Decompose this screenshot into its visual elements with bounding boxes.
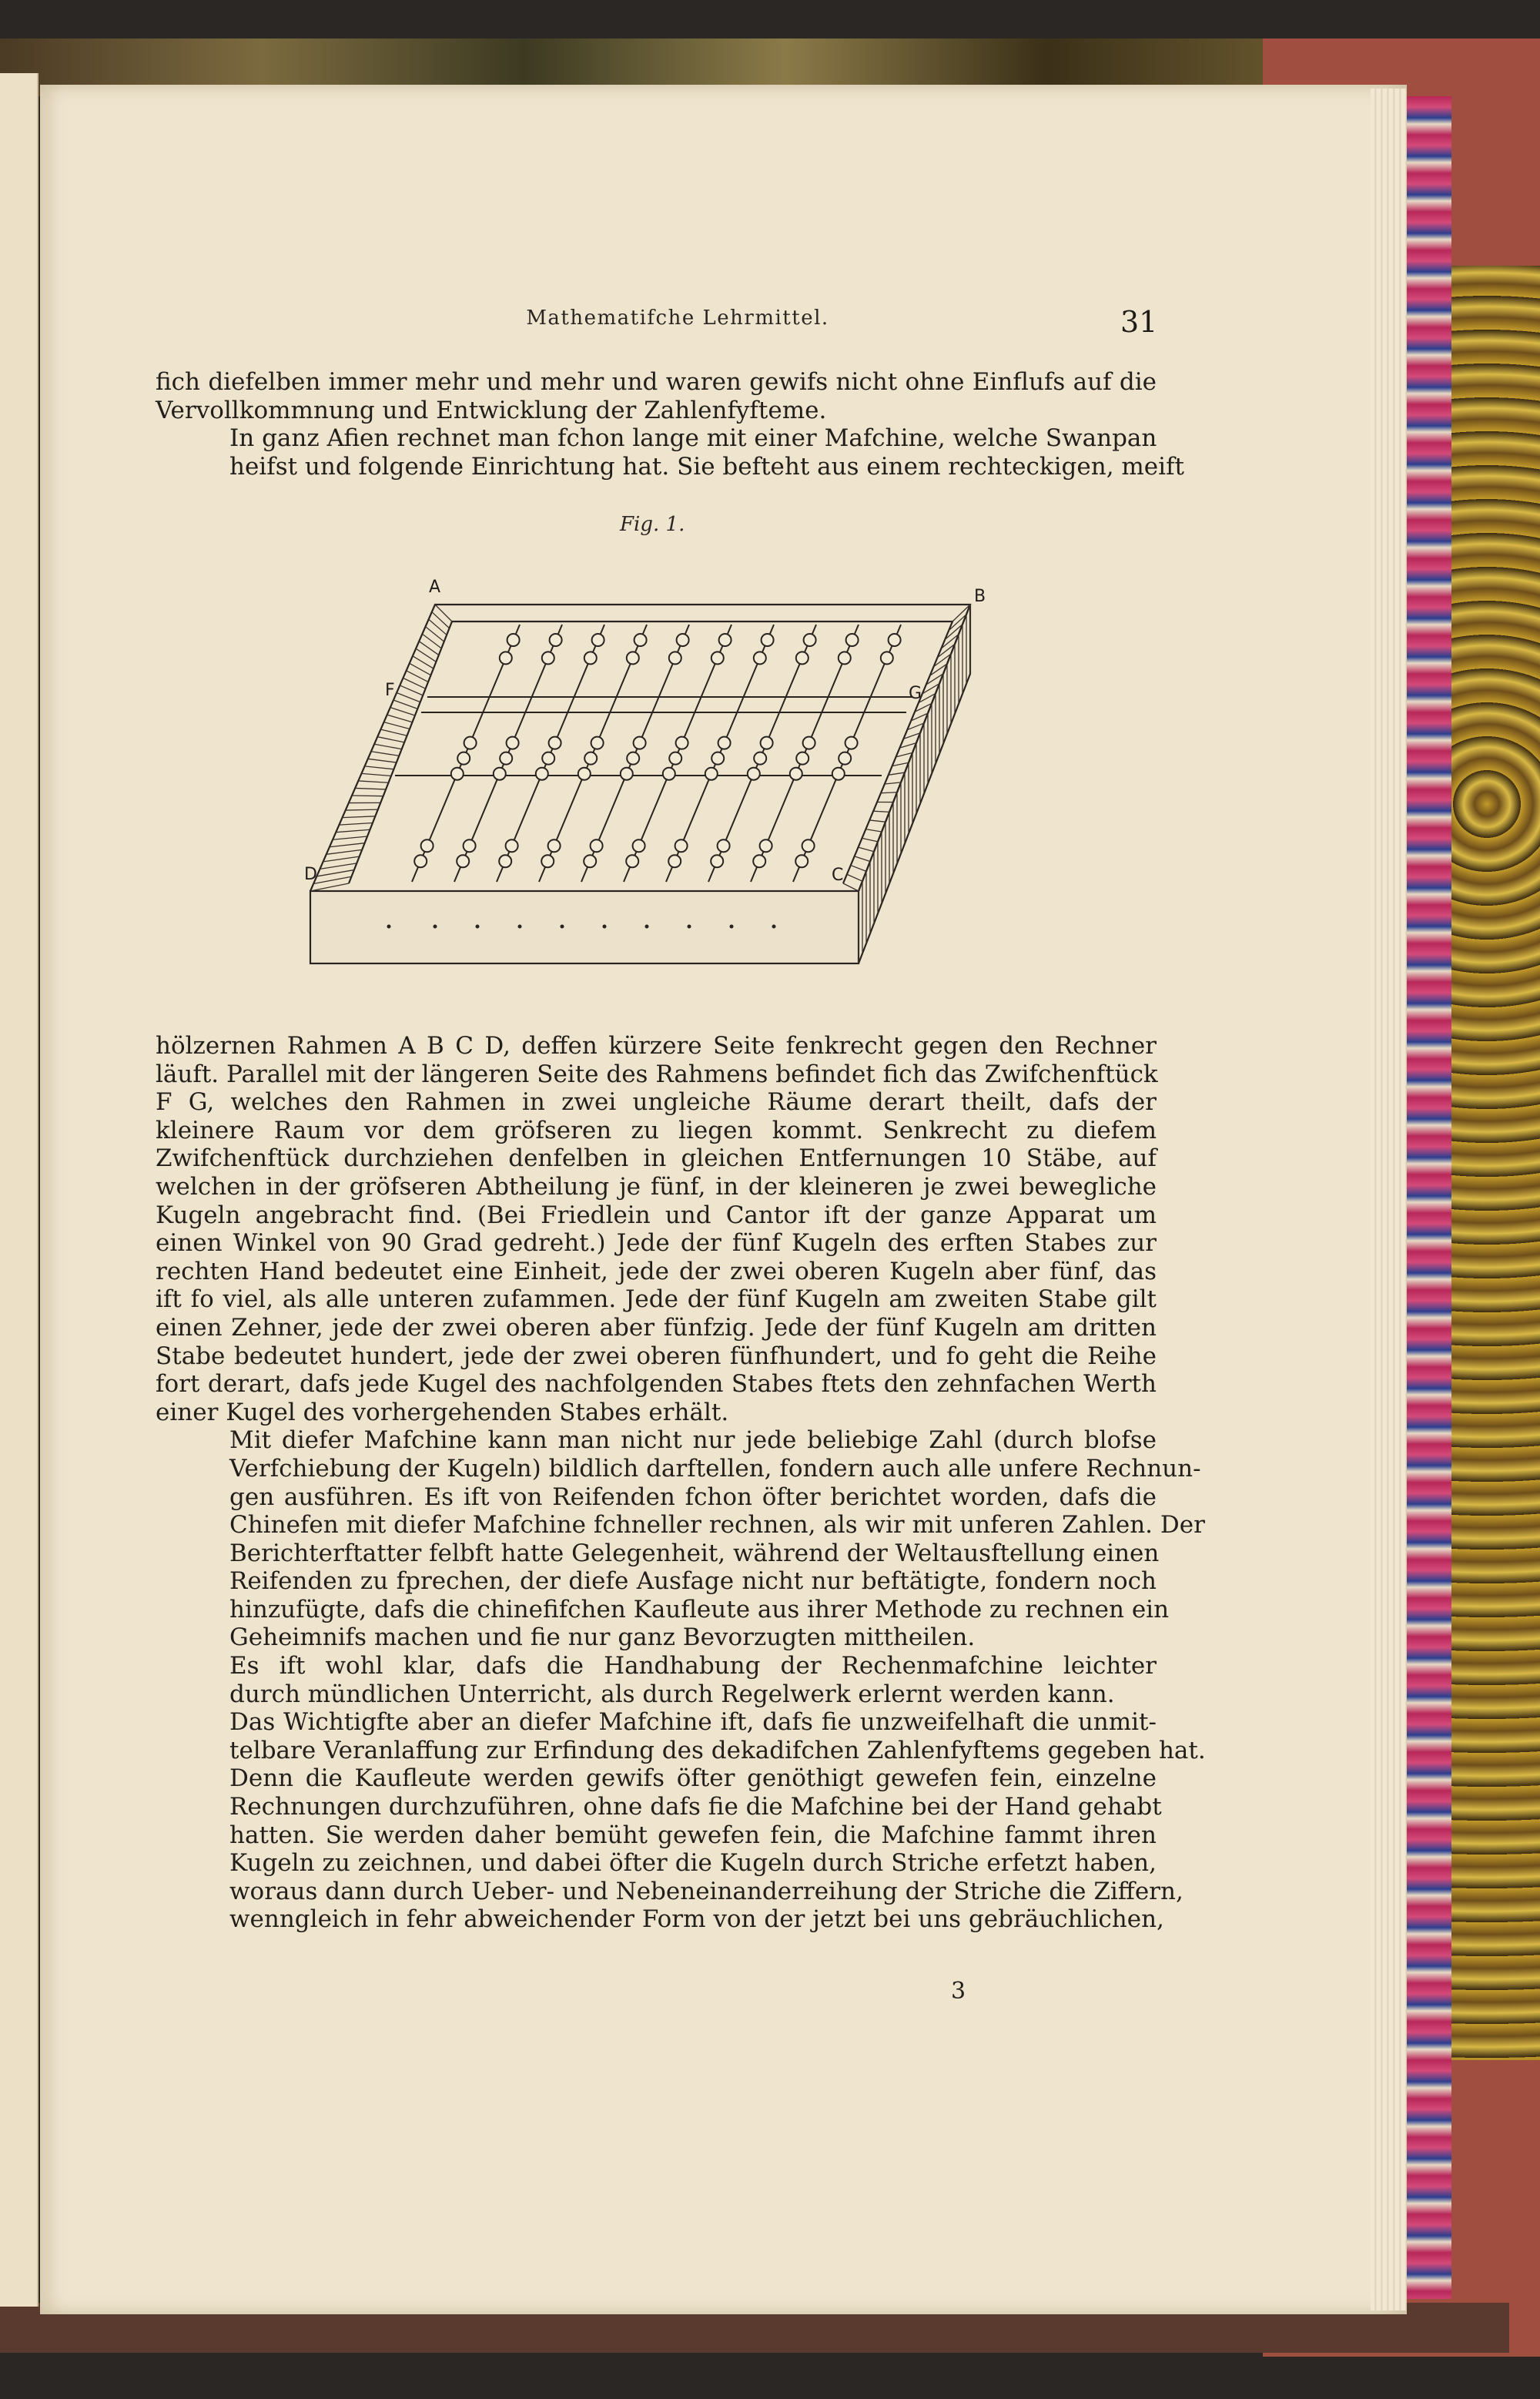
- abacus-bead: [626, 855, 638, 867]
- abacus-bead: [748, 768, 760, 780]
- abacus-bead: [549, 737, 561, 749]
- abacus-bead: [753, 855, 765, 867]
- text-line: fich diefelben immer mehr und mehr und waren gewifs nicht ohne Einflufs auf die: [156, 368, 1157, 396]
- paragraph: [156, 1652, 1157, 1708]
- paragraph: [156, 368, 1157, 424]
- text-line: Geheimnifs machen und fie nur ganz Bevorzugten mittheilen.: [229, 1623, 976, 1652]
- text-line: kleinere Raum vor dem gröfseren zu liegen kommt. Senkrecht zu diefem: [156, 1116, 1157, 1144]
- abacus-frame: [310, 605, 970, 963]
- abacus-bead: [634, 634, 647, 646]
- paragraph: [156, 1032, 1157, 1426]
- text-line: ift fo viel, als alle unteren zufammen. Jede der fünf Kugeln am zweiten Stabe gilt: [156, 1285, 1157, 1314]
- running-header: Mathematifche Lehrmittel.: [526, 307, 829, 330]
- label-c: C: [832, 866, 844, 885]
- abacus-bead: [499, 855, 511, 867]
- signature-mark: 3: [951, 1978, 966, 2005]
- abacus-bead: [464, 839, 476, 852]
- abacus-bead: [802, 839, 815, 852]
- abacus-bead: [760, 839, 772, 852]
- abacus-bead: [803, 737, 815, 749]
- text-line: Reifenden zu fprechen, der diefe Ausfage nicht nur beftätigte, fondern noch: [229, 1567, 1157, 1596]
- abacus-bead: [845, 737, 858, 749]
- abacus-bead: [627, 652, 639, 664]
- abacus-bead: [414, 855, 427, 867]
- abacus-bead: [796, 752, 808, 765]
- text-line: welchen in der gröfseren Abtheilung je fünf, in der kleineren je zwei bewegliche: [156, 1172, 1157, 1201]
- abacus-bead: [804, 634, 816, 646]
- label-g: G: [909, 684, 922, 703]
- abacus-bead: [457, 855, 469, 867]
- abacus-bead: [668, 855, 681, 867]
- abacus-bead: [669, 652, 681, 664]
- abacus-rods: [412, 625, 901, 882]
- abacus-bead: [542, 652, 554, 664]
- abacus-bead: [634, 737, 646, 749]
- label-b: B: [974, 587, 986, 606]
- abacus-bead: [464, 737, 477, 749]
- abacus-bead: [675, 839, 688, 852]
- abacus-figure: [304, 574, 989, 974]
- abacus-bead: [839, 652, 851, 664]
- abacus-bead: [457, 752, 470, 765]
- abacus-bead: [500, 752, 512, 765]
- abacus-bead: [663, 768, 675, 780]
- facing-page-edge: [0, 73, 38, 2307]
- abacus-bead: [494, 768, 506, 780]
- abacus-bead: [676, 737, 688, 749]
- abacus-bead: [881, 652, 893, 664]
- abacus-bead: [796, 652, 808, 664]
- abacus-bead: [451, 768, 464, 780]
- abacus-bead: [584, 752, 597, 765]
- abacus-bead: [421, 839, 434, 852]
- text-line: einen Winkel von 90 Grad gedreht.) Jede der fünf Kugeln des erften Stabes zur: [156, 1229, 1157, 1258]
- abacus-bead: [719, 634, 732, 646]
- paragraph: [156, 424, 1184, 481]
- marbled-page-edge: [1405, 96, 1451, 2299]
- text-line: gen ausführen. Es ift von Reifenden fchon öfter berichtet worden, dafs die: [229, 1483, 1157, 1511]
- paragraph: [156, 1708, 1206, 1934]
- abacus-bead: [795, 855, 808, 867]
- text-line: einen Zehner, jede der zwei oberen aber fünfzig. Jede der fünf Kugeln am dritten: [156, 1313, 1157, 1342]
- text-line: fort derart, dafs jede Kugel des nachfolgenden Stabes ftets den zehnfachen Werth: [156, 1370, 1157, 1399]
- abacus-bead: [506, 839, 518, 852]
- abacus-bead: [591, 839, 603, 852]
- text-line: hölzernen Rahmen A B C D, deffen kürzere Seite fenkrecht gegen den Rechner: [156, 1032, 1157, 1060]
- abacus-bead: [839, 752, 851, 765]
- label-a: A: [429, 578, 441, 597]
- text-line: durch mündlichen Unterricht, als durch Regelwerk erlernt werden kann.: [229, 1680, 1115, 1708]
- abacus-bead: [633, 839, 645, 852]
- abacus-bead: [754, 652, 766, 664]
- abacus-bead: [536, 768, 548, 780]
- figure-caption: Fig. 1.: [620, 513, 685, 536]
- abacus-bead: [627, 752, 639, 765]
- text-line: Kugeln angebracht find. (Bei Friedlein und Cantor ift der ganze Apparat um: [156, 1201, 1157, 1229]
- text-line: rechten Hand bedeutet eine Einheit, jede der zwei oberen Kugeln aber fünf, das: [156, 1257, 1157, 1285]
- abacus-bead: [677, 634, 689, 646]
- abacus-bead: [584, 652, 597, 664]
- label-d: D: [304, 865, 317, 884]
- abacus-bead: [541, 855, 554, 867]
- text-line: Das Wichtigfte aber an diefer Mafchine ift, dafs fie unzweifelhaft die unmit-: [229, 1708, 1157, 1737]
- abacus-bead: [718, 839, 730, 852]
- abacus-bead: [621, 768, 633, 780]
- abacus-bead: [592, 634, 604, 646]
- abacus-bead: [548, 839, 561, 852]
- text-line: Verfchiebung der Kugeln) bildlich darftellen, fondern auch alle unfere Rechnun-: [229, 1454, 1201, 1483]
- abacus-bead: [507, 634, 520, 646]
- text-line: wenngleich in fehr abweichender Form von der jetzt bei uns gebräuchlichen,: [229, 1905, 1164, 1934]
- abacus-bead: [718, 737, 731, 749]
- text-line: Kugeln zu zeichnen, und dabei öfter die Kugeln durch Striche erfetzt haben,: [229, 1849, 1157, 1878]
- abacus-beads: [414, 634, 900, 867]
- abacus-bead: [761, 737, 773, 749]
- abacus-bead: [542, 752, 554, 765]
- text-line: einer Kugel des vorhergehenden Stabes erhält.: [156, 1398, 729, 1426]
- abacus-bead: [711, 652, 724, 664]
- abacus-bead: [754, 752, 766, 765]
- text-line: F G, welches den Rahmen in zwei ungleiche Räume derart theilt, dafs der: [156, 1088, 1157, 1117]
- text-line: woraus dann durch Ueber- und Nebeneinanderreihung der Striche die Ziffern,: [229, 1877, 1183, 1905]
- abacus-bead: [705, 768, 718, 780]
- abacus-bead: [832, 768, 845, 780]
- text-line: hinzufügte, dafs die chinefifchen Kaufleute aus ihrer Methode zu rechnen ein: [229, 1595, 1170, 1623]
- text-line: Stabe bedeutet hundert, jede der zwei oberen fünfhundert, und fo geht die Reihe: [156, 1342, 1157, 1370]
- text-line: In ganz Afien rechnet man fchon lange mit einer Mafchine, welche Swanpan: [229, 424, 1157, 453]
- abacus-bead: [762, 634, 774, 646]
- page-number: 31: [1120, 305, 1158, 339]
- text-line: telbare Veranlaffung zur Erfindung des dekadifchen Zahlenfyftems gegeben hat.: [229, 1736, 1206, 1764]
- text-line: Mit diefer Mafchine kann man nicht nur jede beliebige Zahl (durch blofse: [229, 1426, 1157, 1455]
- abacus-bead: [507, 737, 519, 749]
- text-line: Vervollkommnung und Entwicklung der Zahlenfyfteme.: [156, 396, 827, 424]
- text-line: Denn die Kaufleute werden gewifs öfter genöthigt gewefen fein, einzelne: [229, 1764, 1157, 1793]
- text-line: läuft. Parallel mit der längeren Seite des Rahmens befindet fich das Zwifchenftück: [156, 1060, 1158, 1088]
- abacus-bead: [711, 752, 724, 765]
- abacus-bead: [500, 652, 512, 664]
- text-line: Es ift wohl klar, dafs die Handhabung der Rechenmafchine leichter: [229, 1652, 1157, 1680]
- abacus-bead: [846, 634, 859, 646]
- text-line: Rechnungen durchzuführen, ohne dafs fie die Mafchine bei der Hand gehabt: [229, 1793, 1162, 1821]
- abacus-bead: [584, 855, 596, 867]
- abacus-bead: [669, 752, 681, 765]
- text-line: Chinefen mit diefer Mafchine fchneller rechnen, als wir mit unferen Zahlen. Der: [229, 1511, 1205, 1540]
- abacus-bead: [591, 737, 604, 749]
- label-f: F: [385, 681, 395, 700]
- abacus-bead: [889, 634, 901, 646]
- abacus-bead: [790, 768, 802, 780]
- page-stack-edges: [1371, 89, 1406, 2310]
- text-block-top: [156, 368, 1184, 481]
- text-line: Berichterftatter felbft hatte Gelegenheit, während der Weltausftellung einen: [229, 1539, 1160, 1567]
- text-line: Zwifchenftück durchziehen denfelben in gleichen Entfernungen 10 Stäbe, auf: [156, 1144, 1157, 1173]
- paragraph: [156, 1426, 1205, 1652]
- abacus-bead: [578, 768, 591, 780]
- text-line: heifst und folgende Einrichtung hat. Sie befteht aus einem rechteckigen, meift: [229, 452, 1184, 481]
- text-block-bottom: [156, 1032, 1206, 1934]
- marbled-endpaper: [1451, 266, 1540, 2060]
- abacus-bead: [550, 634, 562, 646]
- text-line: hatten. Sie werden daher bemüht gewefen fein, die Mafchine fammt ihren: [229, 1821, 1157, 1849]
- abacus-bead: [711, 855, 723, 867]
